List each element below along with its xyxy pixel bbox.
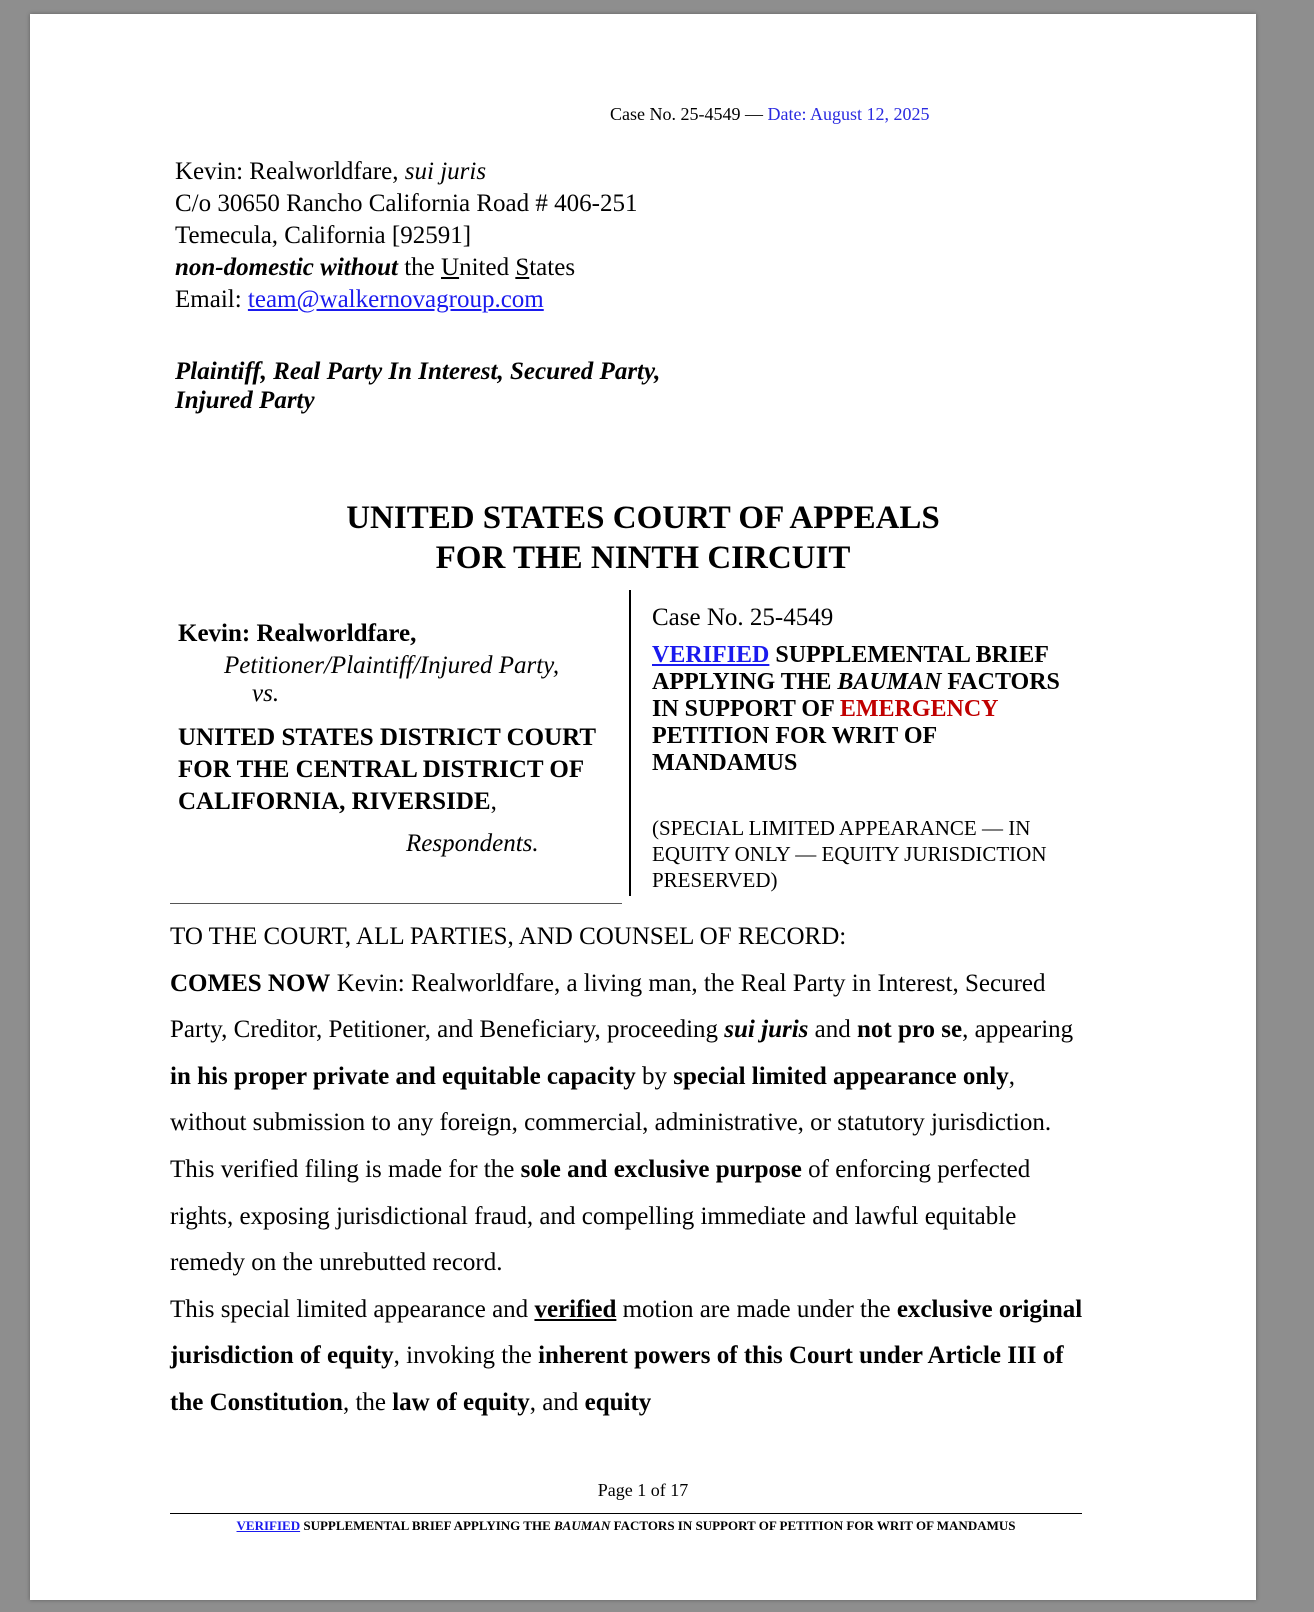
running-footer (170, 1518, 1082, 1534)
special-line3: PRESERVED) (652, 868, 778, 892)
filing-date: Date: August 12, 2025 (767, 104, 930, 124)
p1-text-2: and (808, 1016, 857, 1044)
address-status-line (175, 252, 637, 284)
document-page (30, 14, 1256, 1600)
p2-text-5: , and (529, 1388, 585, 1416)
p1-not-pro-se: not pro se (857, 1016, 963, 1044)
brief-title-c: FACTORS (941, 669, 1060, 695)
email-label: Email: (175, 286, 242, 313)
party-role-block (175, 357, 660, 415)
bauman-text: BAUMAN (837, 669, 942, 695)
special-line1: (SPECIAL LIMITED APPEARANCE — IN (652, 816, 1031, 840)
brief-title-d: IN SUPPORT OF (652, 696, 840, 722)
address-street: C/o 30650 Rancho California Road # 406-251 (175, 190, 638, 217)
caption-divider-horizontal (170, 903, 622, 904)
special-line2: EQUITY ONLY — EQUITY JURISDICTION (652, 842, 1047, 866)
p2-equity: equity (584, 1388, 652, 1416)
respondent-line1: UNITED STATES DISTRICT COURT (178, 724, 596, 751)
p1-text-6: of enforcing perfected rights, exposing jurisdictional fraud, and compelling immediate and lawful equitable remedy on the unrebutted record. (170, 1155, 1031, 1277)
address-email-line (175, 284, 637, 316)
footer-text-1: SUPPLEMENTAL BRIEF APPLYING THE (300, 1518, 555, 1533)
court-title-line2: FOR THE NINTH CIRCUIT (435, 540, 851, 576)
p2-verified: verified (534, 1295, 617, 1323)
versus-text: vs. (252, 680, 280, 707)
footer-bauman: BAUMAN (554, 1518, 611, 1533)
p2-text-2: motion are made under the (616, 1295, 897, 1323)
header-dash: — (740, 104, 768, 124)
emergency-text: EMERGENCY (839, 696, 999, 722)
address-city: Temecula, California [92591] (175, 222, 472, 249)
footer-text-2: FACTORS IN SUPPORT OF PETITION FOR WRIT OF MANDAMUS (610, 1518, 1016, 1533)
party-role-line1: Plaintiff, Real Party In Interest, Secured Party, (175, 358, 661, 385)
email-link[interactable]: team@walkernovagroup.com (247, 286, 544, 313)
p1-special-appearance: special limited appearance only (673, 1062, 1009, 1090)
p1-sui-juris: sui juris (724, 1016, 809, 1044)
p1-text-1: Kevin: Realworldfare, a living man, the Real Party in Interest, Secured Party, Creditor, Petitioner, and Beneficiary, proceeding (170, 969, 1046, 1044)
page-number: Page 1 of 17 (597, 1480, 689, 1500)
nondomestic-text: non-domestic without (175, 254, 398, 281)
respondents-label: Respondents. (406, 830, 539, 857)
brief-title-e: PETITION FOR WRIT OF (652, 723, 938, 749)
address-block (175, 156, 637, 316)
address-name-line (175, 156, 637, 188)
p2-exclusive-jurisdiction: exclusive original jurisdiction of equity (170, 1295, 1083, 1370)
the-text: the (404, 254, 435, 281)
court-title (30, 498, 1256, 578)
petitioner-name: Kevin: Realworldfare, (178, 620, 417, 647)
p2-law-of-equity: law of equity (392, 1388, 530, 1416)
tates-text: tates (529, 254, 576, 281)
p1-text-3: , appearing (962, 1016, 1074, 1044)
body-text (170, 914, 1090, 1427)
paragraph-1 (170, 961, 1090, 1287)
salutation: TO THE COURT, ALL PARTIES, AND COUNSEL OF RECORD: (170, 923, 847, 950)
u-letter: U (441, 254, 460, 281)
p2-text-1: This special limited appearance and (170, 1295, 535, 1323)
brief-title (652, 642, 1072, 777)
comes-now: COMES NOW (170, 969, 331, 997)
brief-title-b: APPLYING THE (652, 669, 838, 695)
brief-title-f: MANDAMUS (652, 750, 798, 776)
brief-title-a: SUPPLEMENTAL BRIEF (769, 642, 1049, 668)
respondent-name (178, 722, 596, 818)
p2-text-3: , invoking the (393, 1342, 539, 1370)
respondent-line3 (178, 786, 596, 818)
p1-proper-capacity: in his proper private and equitable capacity (170, 1062, 636, 1090)
p2-inherent-powers: inherent powers of this Court under Article III of the Constitution (170, 1342, 1064, 1416)
p1-text-4: by (635, 1062, 674, 1090)
p2-text-4: , the (342, 1388, 393, 1416)
caption-divider-vertical (629, 590, 631, 896)
respondent-line2: FOR THE CENTRAL DISTRICT OF (178, 756, 585, 783)
respondent-comma: , (490, 788, 497, 815)
petitioner-role: Petitioner/Plaintiff/Injured Party, (224, 652, 560, 679)
s-letter: S (515, 254, 530, 281)
p1-sole-purpose: sole and exclusive purpose (520, 1155, 802, 1183)
caption-case-number: Case No. 25-4549 (652, 604, 834, 631)
special-appearance-note (652, 815, 1072, 893)
respondent-line3-text: CALIFORNIA, RIVERSIDE (178, 788, 491, 815)
caption-left (178, 620, 596, 858)
case-header (610, 104, 929, 125)
court-title-line1: UNITED STATES COURT OF APPEALS (346, 500, 940, 536)
sui-juris-text: sui juris (404, 158, 487, 185)
nited-text: nited (459, 254, 510, 281)
paragraph-2 (170, 1287, 1090, 1427)
party-name: Kevin: Realworldfare, (175, 158, 399, 185)
party-role-line2: Injured Party (175, 387, 315, 414)
case-number: Case No. 25-4549 (610, 104, 741, 124)
footer-rule (170, 1513, 1082, 1514)
footer-verified-link[interactable]: VERIFIED (236, 1518, 301, 1533)
p1-text-5: , without submission to any foreign, commercial, administrative, or statutory jurisdiction. This verified filing is made for the (170, 1062, 1052, 1183)
caption-right (652, 604, 1072, 893)
verified-link[interactable]: VERIFIED (652, 642, 770, 668)
